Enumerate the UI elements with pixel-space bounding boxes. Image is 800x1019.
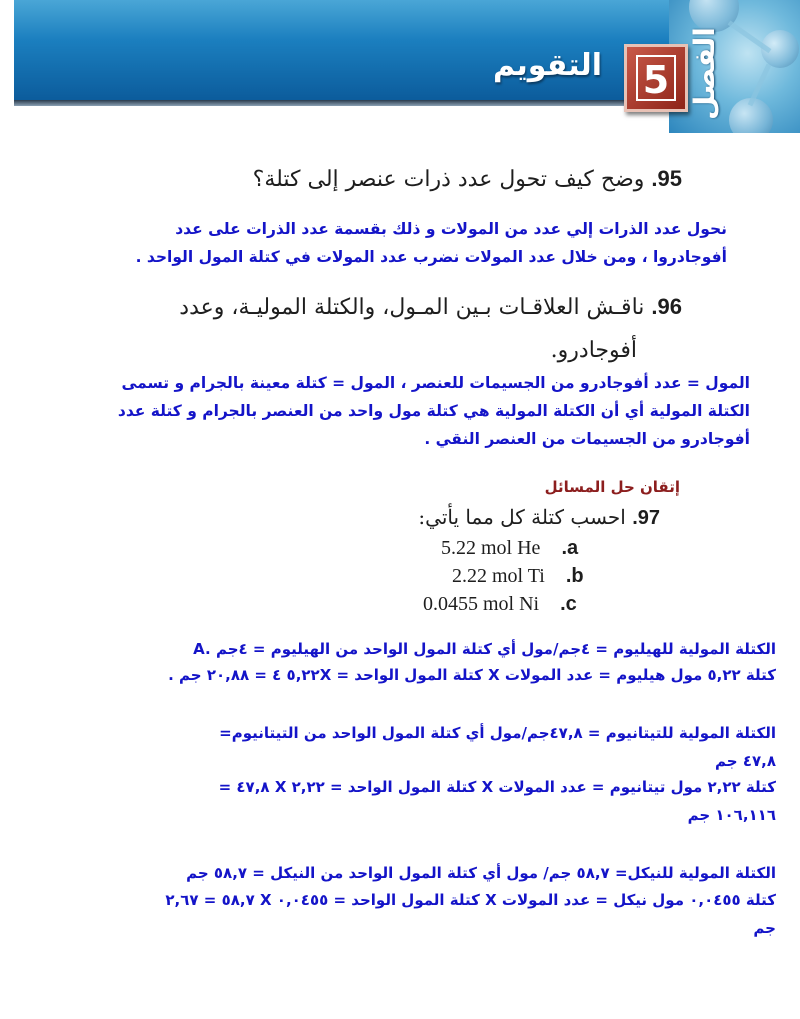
question-text: ناقـش العلاقـات بـين المـول، والكتلة الموليـة، وعدد xyxy=(179,295,645,320)
question-text: احسب كتلة كل مما يأتي: xyxy=(418,505,626,529)
item-a xyxy=(441,537,578,560)
answer-97a-line-2: كتلة ٥,٢٢ مول هيليوم = عدد المولات X كتلة المول الواحد = ٥,٢٢X ٤ = ٢٠,٨٨ جم . xyxy=(168,666,776,684)
item-letter: .c xyxy=(560,593,577,615)
item-letter: .a xyxy=(561,537,579,559)
answer-95-line-1: نحول عدد الذرات إلي عدد من المولات و ذلك بقسمة عدد الذرات على عدد xyxy=(175,220,727,238)
chapter-number-badge xyxy=(624,44,688,112)
question-number: 97. xyxy=(632,507,660,529)
question-number: 96. xyxy=(651,294,682,319)
item-letter: .b xyxy=(565,565,584,587)
section-title: إتقان حل المسائل xyxy=(544,478,680,496)
item-c xyxy=(423,593,577,616)
answer-97c-line-3: جم xyxy=(753,919,776,937)
question-number: 95. xyxy=(651,166,682,191)
answer-97b-line-2: ٤٧,٨ جم xyxy=(715,752,776,770)
item-value: 0.0455 mol Ni xyxy=(423,593,540,615)
answer-97b-line-3: كتلة ٢,٢٢ مول تيتانيوم = عدد المولات X كتلة المول الواحد = ٢,٢٢ X ٤٧,٨ = xyxy=(218,778,776,796)
question-95 xyxy=(253,166,682,192)
answer-97b-line-4: ١٠٦,١١٦ جم xyxy=(687,806,776,824)
answer-97c-line-2: كتلة ٠,٠٤٥٥ مول نيكل = عدد المولات X كتلة المول الواحد = ٠,٠٤٥٥ X ٥٨,٧ = ٢,٦٧ xyxy=(165,891,776,909)
item-value: 2.22 mol Ti xyxy=(452,565,545,587)
question-96 xyxy=(179,294,682,320)
item-b xyxy=(452,565,584,588)
answer-97c-line-1: الكتلة المولية للنيكل= ٥٨,٧ جم/ مول أي كتلة المول الواحد من النيكل = ٥٨,٧ جم xyxy=(186,864,776,882)
answer-97b-line-1: الكتلة المولية للتيتانيوم = ٤٧,٨جم/مول أي كتلة المول الواحد من التيتانيوم= xyxy=(219,724,776,742)
answer-97a-line-1: A. الكتلة المولية للهيليوم = ٤جم/مول أي كتلة المول الواحد من الهيليوم = ٤جم xyxy=(193,640,776,658)
answer-96-line-1: المول = عدد أفوجادرو من الجسيمات للعنصر ، المول = كتلة معينة بالجرام و تسمى xyxy=(121,374,750,392)
item-value: 5.22 mol He xyxy=(441,537,541,559)
chapter-title: التقويم xyxy=(493,48,602,83)
answer-96-line-3: أفوجادرو من الجسيمات من العنصر النقي . xyxy=(424,430,750,448)
chapter-side-label: الفصل xyxy=(688,27,721,120)
question-text: وضح كيف تحول عدد ذرات عنصر إلى كتلة؟ xyxy=(252,167,645,192)
chapter-number: 5 xyxy=(636,55,676,101)
question-97 xyxy=(418,505,660,530)
answer-96-line-2: الكتلة المولية أي أن الكتلة المولية هي كتلة مول واحد من العنصر بالجرام و كتلة عدد xyxy=(117,402,750,420)
question-96-continued: أفوجادرو. xyxy=(550,338,637,363)
banner-shadow xyxy=(14,100,669,106)
answer-95-line-2: أفوجادروا ، ومن خلال عدد المولات نضرب عدد المولات في كتلة المول الواحد . xyxy=(135,248,727,266)
